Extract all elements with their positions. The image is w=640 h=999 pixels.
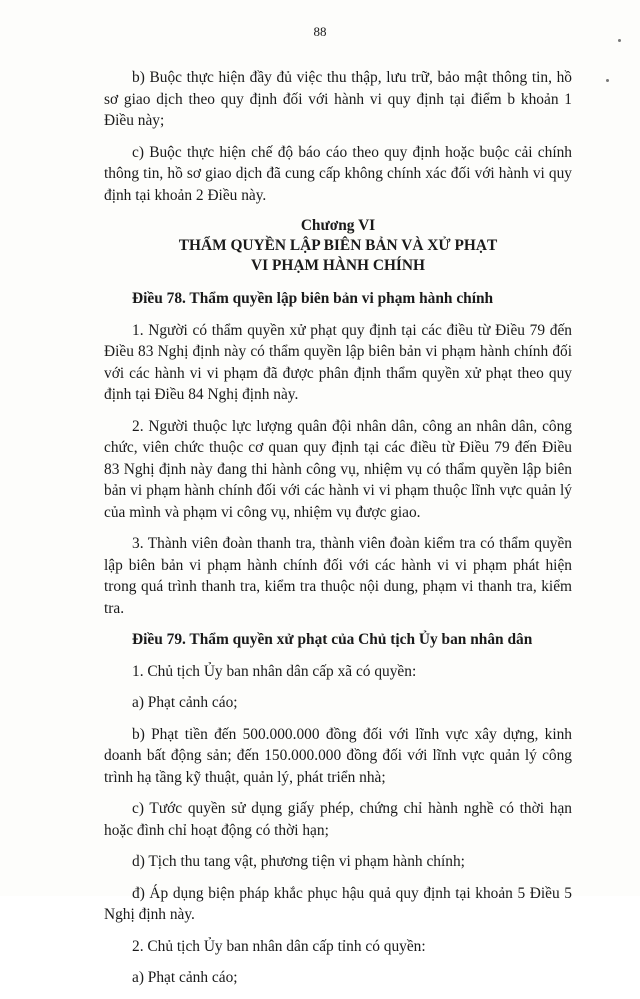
paragraph: a) Phạt cảnh cáo; (132, 694, 238, 711)
article-78-title: Điều 78. Thẩm quyền lập biên bản vi phạm hành chính (132, 290, 494, 307)
chapter-heading (104, 216, 572, 276)
article-79-title: Điều 79. Thẩm quyền xử phạt của Chủ tịch Ủy ban nhân dân (132, 631, 533, 648)
chapter-title-line: THẨM QUYỀN LẬP BIÊN BẢN VÀ XỬ PHẠT (178, 237, 498, 254)
paragraph: 2. Người thuộc lực lượng quân đội nhân dân, công an nhân dân, công chức, viên chức thuộc cơ quan quy định tại các điều từ Điều 79 đến Điều 83 Nghị định này đang thi hành công vụ, nhiệm vụ có thẩm quyền lập biên bản vi phạm hành chính đối với các hành vi vi phạm thuộc lĩnh vực quản lý của mình và phạm vi công vụ, nhiệm vụ được giao. (104, 417, 572, 521)
paragraph: c) Tước quyền sử dụng giấy phép, chứng chỉ hành nghề có thời hạn hoặc đình chỉ hoạt động có thời hạn; (104, 800, 572, 839)
paragraph: d) Tịch thu tang vật, phương tiện vi phạm hành chính; (132, 853, 465, 870)
page-number: 88 (313, 24, 327, 39)
paragraph: b) Buộc thực hiện đầy đủ việc thu thập, lưu trữ, bảo mật thông tin, hồ sơ giao dịch theo quy định đối với hành vi quy định tại điểm b khoản 1 Điều này; (104, 69, 572, 129)
paragraph: a) Phạt cảnh cáo; (132, 969, 238, 986)
paragraph: đ) Áp dụng biện pháp khắc phục hậu quả quy định tại khoản 5 Điều 5 Nghị định này. (104, 884, 572, 923)
paragraph: c) Buộc thực hiện chế độ báo cáo theo quy định hoặc buộc cải chính thông tin, hồ sơ giao dịch đã cung cấp không chính xác đối với hành vi quy định tại khoản 2 Điều này. (104, 143, 572, 204)
paragraph: b) Phạt tiền đến 500.000.000 đồng đối với lĩnh vực xây dựng, kinh doanh bất động sản; đến 150.000.000 đồng đối với lĩnh vực quản lý công trình hạ tầng kỹ thuật, quản lý, phát triển nhà; (104, 725, 572, 786)
scan-mark (606, 79, 609, 82)
chapter-title-line: VI PHẠM HÀNH CHÍNH (251, 257, 425, 274)
paragraph: 1. Chủ tịch Ủy ban nhân dân cấp xã có quyền: (132, 662, 417, 680)
chapter-number: Chương VI (300, 217, 376, 234)
paragraph: 1. Người có thẩm quyền xử phạt quy định tại các điều từ Điều 79 đến Điều 83 Nghị định này có thẩm quyền lập biên bản vi phạm hành chính đối với các hành vi vi phạm đã được phân định thẩm quyền xử phạt theo quy định tại Điều 84 Nghị định này. (104, 321, 572, 403)
paragraph: 3. Thành viên đoàn thanh tra, thành viên đoàn kiểm tra có thẩm quyền lập biên bản vi phạm hành chính đối với các hành vi vi phạm phát hiện trong quá trình thanh tra, kiểm tra thuộc nội dung, phạm vi thanh tra, kiểm tra. (104, 535, 572, 617)
scan-mark (618, 39, 621, 42)
paragraph: 2. Chủ tịch Ủy ban nhân dân cấp tỉnh có quyền: (132, 937, 426, 955)
document-body (104, 67, 572, 999)
